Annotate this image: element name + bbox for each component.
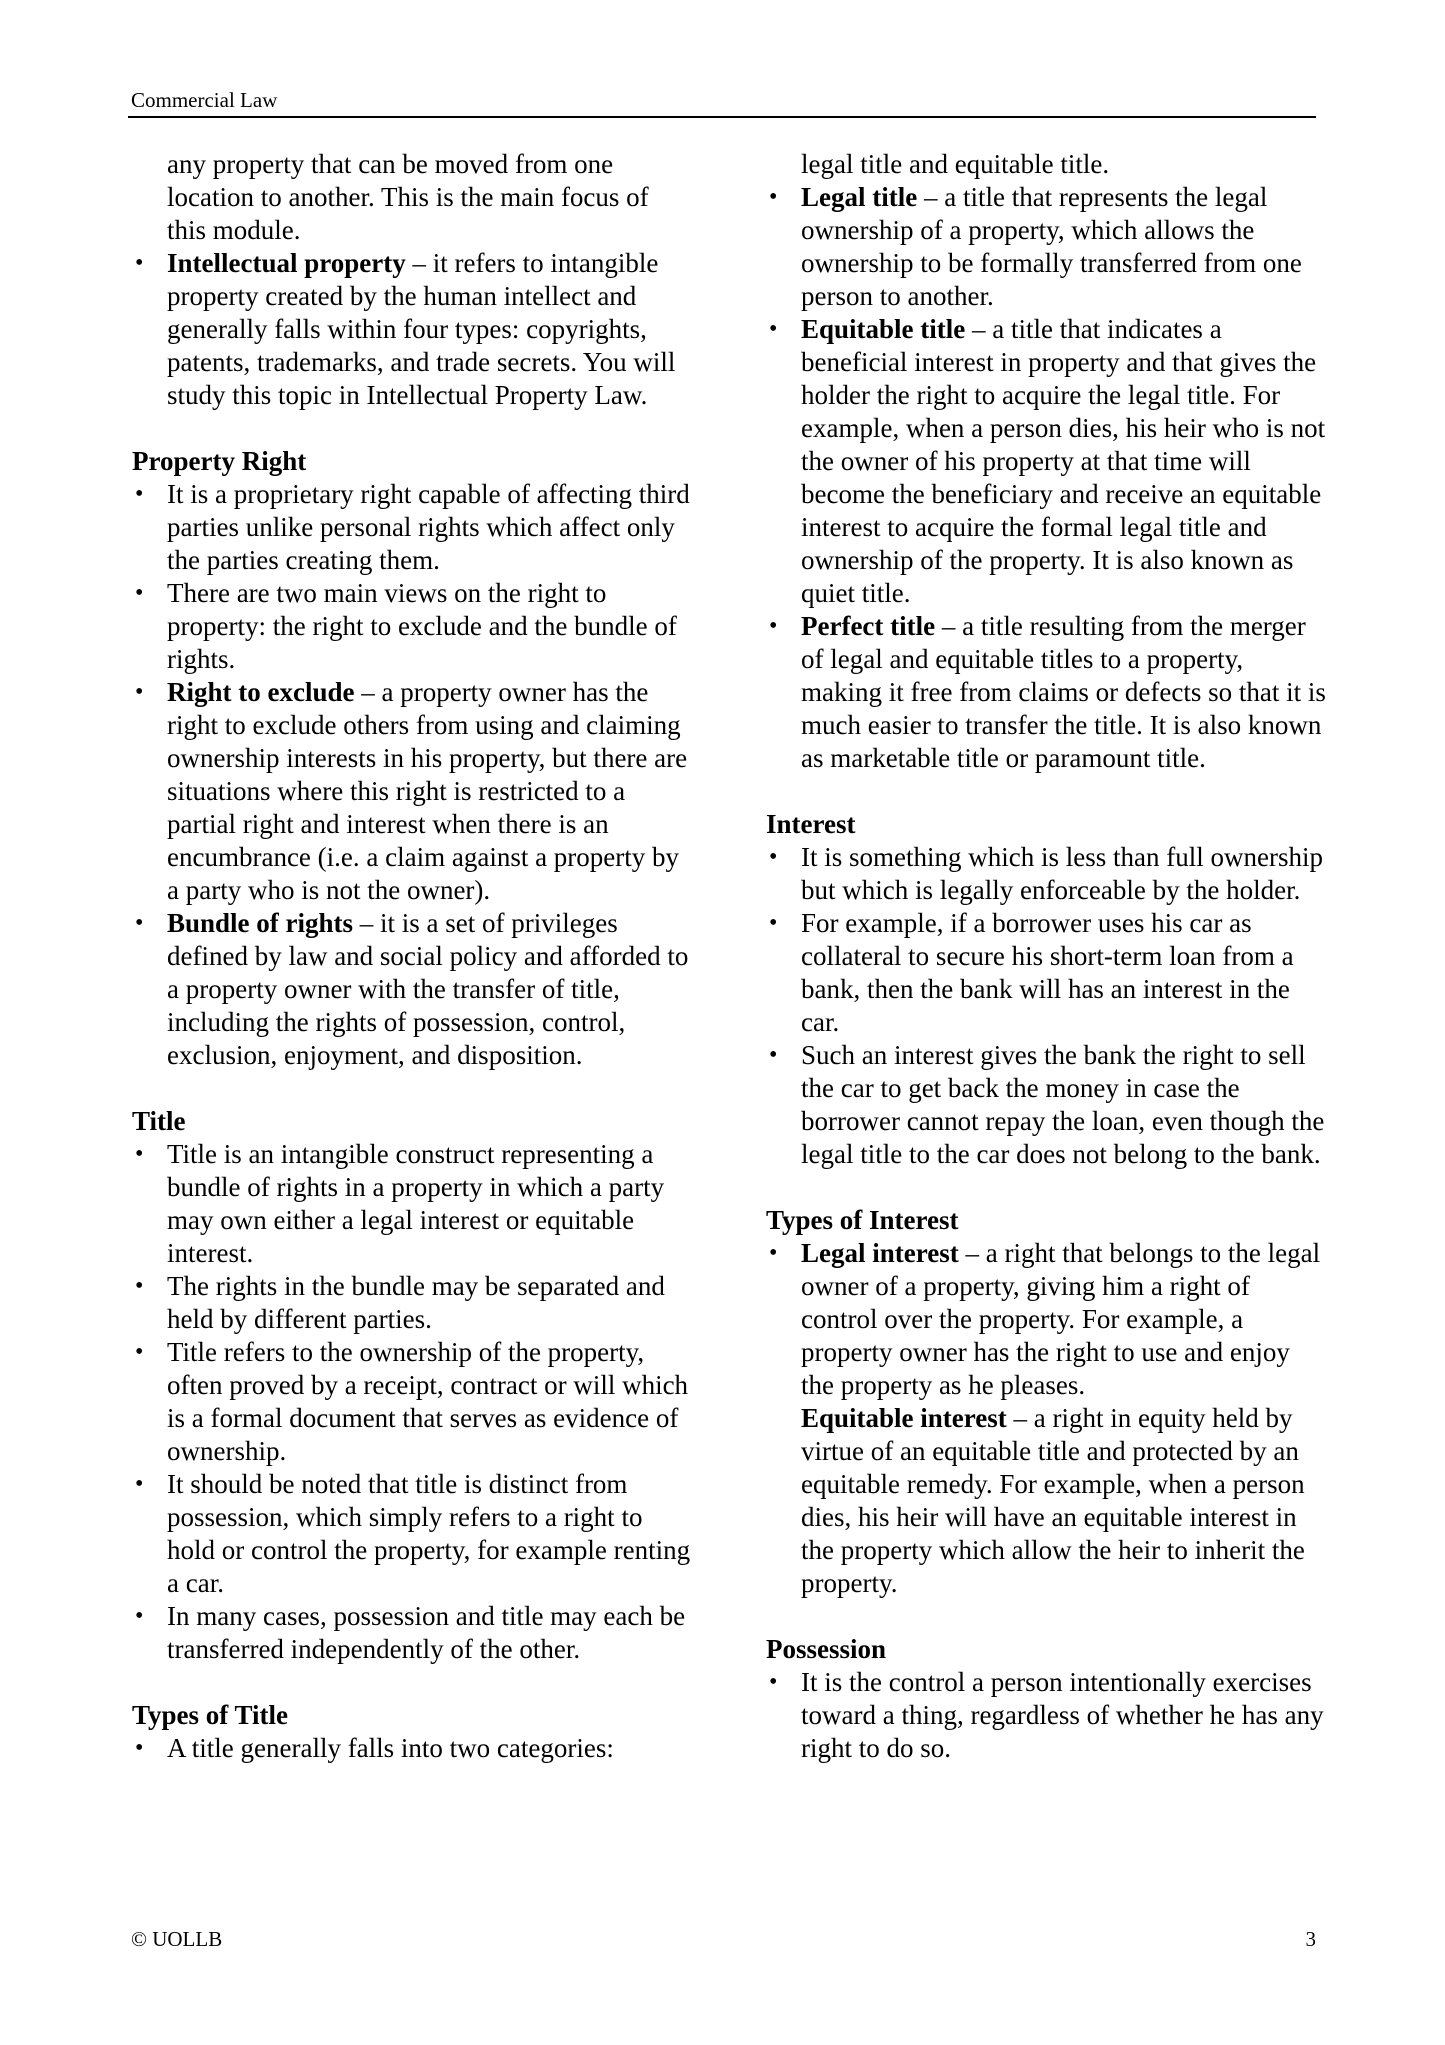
bullet-icon: • — [769, 910, 778, 936]
term: Bundle of rights — [167, 908, 354, 938]
bullet-icon: • — [135, 250, 144, 276]
item-text: In many cases, possession and title may each be transferred independently of the other. — [167, 1601, 686, 1664]
list-item — [132, 478, 692, 577]
bullet-icon: • — [769, 844, 778, 870]
definition: – it is a set of privileges defined by law and social policy and afforded to a property owner with the transfer of title, including the rights of possession, control, exclusion, enjoyment, and disposition. — [167, 908, 689, 1070]
list-item — [132, 1270, 692, 1336]
item-text: It is something which is less than full ownership but which is legally enforceable by the holder. — [801, 842, 1323, 905]
right-lead-section — [766, 148, 1326, 775]
bullet-list — [132, 1138, 692, 1666]
term: Equitable interest — [801, 1403, 1007, 1433]
term: Intellectual property — [167, 248, 406, 278]
list-item — [132, 907, 692, 1072]
item-text: The rights in the bundle may be separated and held by different parties. — [167, 1271, 665, 1334]
section-property-right — [132, 445, 692, 1072]
definition: – a right that belongs to the legal owner of a property, giving him a right of control over the property. For example, a property owner has the right to use and enjoy the property as he pleases. — [801, 1238, 1321, 1400]
bullet-icon: • — [135, 1273, 144, 1299]
item-text: For example, if a borrower uses his car as collateral to secure his short-term loan from a bank, then the bank will has an interest in the car. — [801, 908, 1294, 1037]
list-item — [766, 1039, 1326, 1171]
bullet-list — [766, 1666, 1326, 1765]
definition: – it refers to intangible property created by the human intellect and generally falls within four types: copyrights, patents, trademarks, and trade secrets. You will study this topic in Intellectual Property Law. — [167, 248, 676, 410]
section-heading: Possession — [766, 1634, 887, 1664]
bullet-list — [766, 1237, 1326, 1600]
bullet-icon: • — [769, 1240, 778, 1266]
bullet-list — [766, 181, 1326, 775]
section-types-of-interest — [766, 1204, 1326, 1600]
bullet-icon: • — [769, 184, 778, 210]
list-item — [766, 841, 1326, 907]
term: Legal interest — [801, 1238, 959, 1268]
running-title: Commercial Law — [131, 88, 278, 112]
definition: – a right in equity held by virtue of an equitable title and protected by an equitable remedy. For example, when a person dies, his heir will have an equitable interest in the property which allow the heir to inherit the property. — [801, 1403, 1305, 1598]
bullet-icon: • — [135, 580, 144, 606]
list-item — [132, 676, 692, 907]
item-text: There are two main views on the right to property: the right to exclude and the bundle of rights. — [167, 578, 677, 674]
term: Equitable title — [801, 314, 966, 344]
bullet-icon: • — [135, 481, 144, 507]
bullet-icon: • — [769, 613, 778, 639]
section-heading: Property Right — [132, 446, 307, 476]
bullet-icon: • — [135, 1603, 144, 1629]
list-item — [766, 313, 1326, 610]
list-item — [132, 1336, 692, 1468]
left-column — [132, 148, 692, 1765]
bullet-list — [132, 1732, 692, 1765]
item-text: Title refers to the ownership of the property, often proved by a receipt, contract or will which is a formal document that serves as evidence of ownership. — [167, 1337, 689, 1466]
bullet-icon: • — [769, 1042, 778, 1068]
bullet-icon: • — [135, 679, 144, 705]
bullet-icon: • — [769, 1669, 778, 1695]
list-item — [132, 1138, 692, 1270]
list-item — [132, 577, 692, 676]
list-item — [132, 1732, 692, 1765]
list-item — [132, 1468, 692, 1600]
page-footer — [131, 1925, 1316, 1953]
right-column — [766, 148, 1326, 1765]
list-item — [766, 1666, 1326, 1765]
section-heading: Types of Title — [132, 1700, 289, 1730]
item-text: It is a proprietary right capable of affecting third parties unlike personal rights which affect only the parties creating them. — [167, 479, 690, 575]
item-text: It is the control a person intentionally exercises toward a thing, regardless of whether he has any right to do so. — [801, 1667, 1324, 1763]
list-item — [766, 907, 1326, 1039]
list-item — [766, 610, 1326, 775]
section-interest — [766, 808, 1326, 1171]
copyright-text: © UOLLB — [131, 1927, 223, 1951]
bullet-list — [132, 247, 692, 412]
item-text: A title generally falls into two categories: — [167, 1733, 614, 1763]
lead-in-text: any property that can be moved from one location to another. This is the main focus of this module. — [167, 149, 649, 245]
list-item — [132, 1600, 692, 1666]
term: Right to exclude — [167, 677, 355, 707]
term: Legal title — [801, 182, 918, 212]
section-possession — [766, 1633, 1326, 1765]
lead-in-text: legal title and equitable title. — [801, 149, 1110, 179]
bullet-list — [766, 841, 1326, 1171]
item-text: It should be noted that title is distinct from possession, which simply refers to a right to hold or control the property, for example renting a car. — [167, 1469, 691, 1598]
bullet-list — [132, 478, 692, 1072]
bullet-icon: • — [135, 1735, 144, 1761]
bullet-icon: • — [135, 1471, 144, 1497]
term: Perfect title — [801, 611, 936, 641]
item-text: Such an interest gives the bank the right to sell the car to get back the money in case the borrower cannot repay the loan, even though the legal title to the car does not belong to the bank. — [801, 1040, 1325, 1169]
list-item — [766, 181, 1326, 313]
bullet-icon: • — [135, 910, 144, 936]
section-heading: Interest — [766, 809, 856, 839]
page-header — [128, 86, 1316, 118]
left-lead-section — [132, 148, 692, 412]
section-heading: Title — [132, 1106, 186, 1136]
bullet-icon: • — [135, 1141, 144, 1167]
section-heading: Types of Interest — [766, 1205, 959, 1235]
list-item — [132, 247, 692, 412]
section-title — [132, 1105, 692, 1666]
definition: – a title resulting from the merger of legal and equitable titles to a property, making it free from claims or defects so that it is much easier to transfer the title. It is also known as marketable title or paramount title. — [801, 611, 1326, 773]
list-item-continuation — [766, 1402, 1326, 1600]
list-item — [766, 1237, 1326, 1402]
section-types-of-title — [132, 1699, 692, 1765]
definition: – a property owner has the right to exclude others from using and claiming ownership interests in his property, but there are situations where this right is restricted to a partial right and interest when there is an encumbrance (i.e. a claim against a property by a party who is not the owner). — [167, 677, 688, 905]
item-text: Title is an intangible construct representing a bundle of rights in a property in which a party may own either a legal interest or equitable interest. — [167, 1139, 665, 1268]
bullet-icon: • — [135, 1339, 144, 1365]
page-number: 3 — [1305, 1927, 1316, 1951]
bullet-icon: • — [769, 316, 778, 342]
definition: – a title that represents the legal ownership of a property, which allows the ownership to be formally transferred from one person to another. — [801, 182, 1302, 311]
definition: – a title that indicates a beneficial interest in property and that gives the holder the right to acquire the legal title. For example, when a person dies, his heir who is not the owner of his property at that time will become the beneficiary and receive an equitable interest to acquire the formal legal title and ownership of the property. It is also known as quiet title. — [801, 314, 1326, 608]
